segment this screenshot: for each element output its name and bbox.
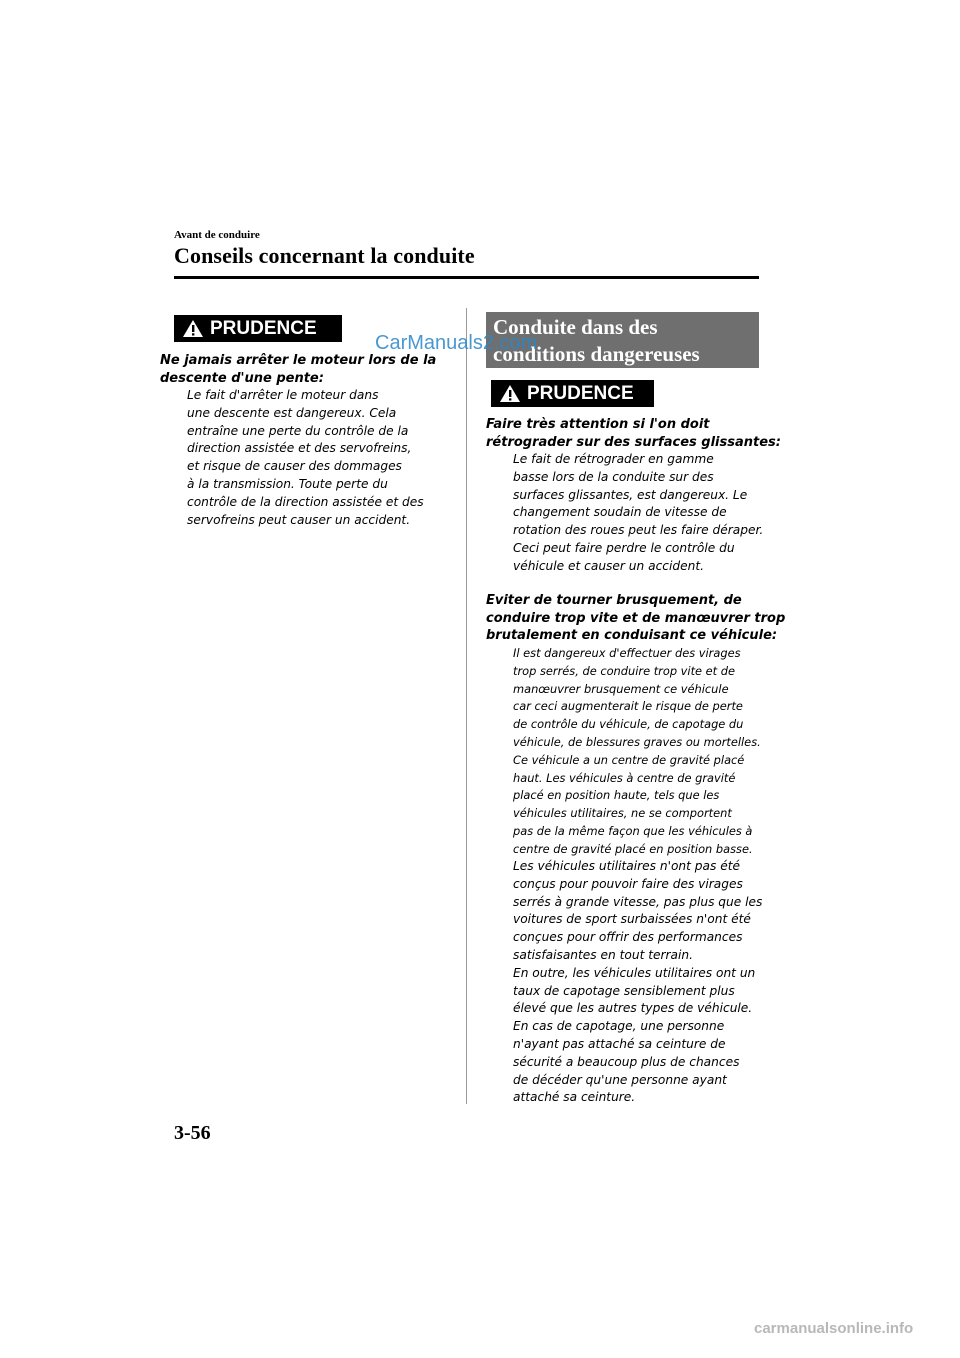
text-line: conçues pour offrir des performances <box>513 930 743 945</box>
text-line: changement soudain de vitesse de <box>513 505 727 520</box>
text-line: véhicule, de blessures graves ou mortelles. <box>513 734 761 749</box>
text-line: brutalement en conduisant ce véhicule: <box>486 628 778 644</box>
text-line: une descente est dangereux. Cela <box>187 405 397 420</box>
text-line: trop serrés, de conduire trop vite et de <box>513 663 736 678</box>
text-line: à la transmission. Toute perte du <box>187 476 388 491</box>
item2-body-small <box>513 645 761 859</box>
text-line: de décéder qu'une personne ayant <box>513 1072 727 1087</box>
text-line: de contrôle du véhicule, de capotage du <box>513 717 744 732</box>
text-line: sécurité a beaucoup plus de chances <box>513 1054 740 1069</box>
warning-triangle-icon <box>182 319 204 338</box>
section-title-line: conditions dangereuses <box>493 342 700 366</box>
text-line: n'ayant pas attaché sa ceinture de <box>513 1036 726 1051</box>
caution-banner-right <box>491 380 654 407</box>
text-line: entraîne une perte du contrôle de la <box>187 423 409 438</box>
text-line: Ne jamais arrêter le moteur lors de la <box>160 353 437 368</box>
text-line: attaché sa ceinture. <box>513 1090 636 1105</box>
section-title-line: Conduite dans des <box>493 315 658 339</box>
text-line: rotation des roues peut les faire déraper. <box>513 523 764 538</box>
text-line: direction assistée et des servofreins, <box>187 441 412 456</box>
text-line: basse lors de la conduite sur des <box>513 469 714 484</box>
item1-body <box>513 451 763 576</box>
text-line: Ce véhicule a un centre de gravité placé <box>513 752 745 767</box>
text-line: satisfaisantes en tout terrain. <box>513 947 693 962</box>
page-number: 3-56 <box>174 1122 211 1144</box>
item2-body <box>513 858 762 1107</box>
page-title: Conseils concernant la conduite <box>174 243 475 268</box>
text-line: manœuvrer brusquement ce véhicule <box>513 681 729 696</box>
text-line: contrôle de la direction assistée et des <box>187 494 424 509</box>
text-line: servofreins peut causer un accident. <box>187 512 411 527</box>
warning-triangle-icon <box>499 384 521 403</box>
caution-banner-left <box>174 315 342 342</box>
text-line: centre de gravité placé en position basse. <box>513 841 753 856</box>
text-line: En cas de capotage, une personne <box>513 1019 725 1034</box>
caution-label: PRUDENCE <box>527 382 634 404</box>
text-line: conçus pour pouvoir faire des virages <box>513 876 743 891</box>
text-line: véhicules utilitaires, ne se comportent <box>513 806 732 821</box>
item2-heading <box>486 592 785 645</box>
text-line: rétrograder sur des surfaces glissantes: <box>486 434 781 450</box>
chapter-kicker: Avant de conduire <box>174 229 260 241</box>
text-line: véhicule et causer un accident. <box>513 558 704 573</box>
text-line: haut. Les véhicules à centre de gravité <box>513 770 736 785</box>
text-line: Les véhicules utilitaires n'ont pas été <box>513 859 741 873</box>
text-line: et risque de causer des dommages <box>187 459 402 474</box>
text-line: serrés à grande vitesse, pas plus que les <box>513 894 763 909</box>
text-line: Le fait d'arrêter le moteur dans <box>187 388 379 402</box>
text-line: Ceci peut faire perdre le contrôle du <box>513 540 735 555</box>
text-line: Faire très attention si l'on doit <box>486 417 710 432</box>
item1-heading <box>486 416 781 451</box>
text-line: surfaces glissantes, est dangereux. Le <box>513 487 748 502</box>
text-line: Eviter de tourner brusquement, de <box>486 593 742 608</box>
text-line: car ceci augmenterait le risque de perte <box>513 699 743 714</box>
text-line: Le fait de rétrograder en gamme <box>513 452 714 466</box>
text-line: élevé que les autres types de véhicule. <box>513 1001 753 1016</box>
text-line: conduire trop vite et de manœuvrer trop <box>486 610 786 626</box>
caution-label: PRUDENCE <box>210 317 317 339</box>
text-line: placé en position haute, tels que les <box>513 788 720 803</box>
footer-watermark[interactable]: carmanualsonline.info <box>754 1320 914 1337</box>
text-line: descente d'une pente: <box>160 370 324 386</box>
column-divider <box>466 308 467 1104</box>
text-line: En outre, les véhicules utilitaires ont un <box>513 965 756 980</box>
text-line: taux de capotage sensiblement plus <box>513 983 735 998</box>
left-heading <box>160 352 436 387</box>
text-line: Il est dangereux d'effectuer des virages <box>513 646 741 660</box>
text-line: pas de la même façon que les véhicules à <box>513 823 753 838</box>
header-rule <box>174 276 759 279</box>
text-line: voitures de sport surbaissées n'ont été <box>513 912 751 927</box>
watermark-link[interactable]: CarManuals2.com <box>375 332 538 354</box>
left-body <box>187 387 424 529</box>
